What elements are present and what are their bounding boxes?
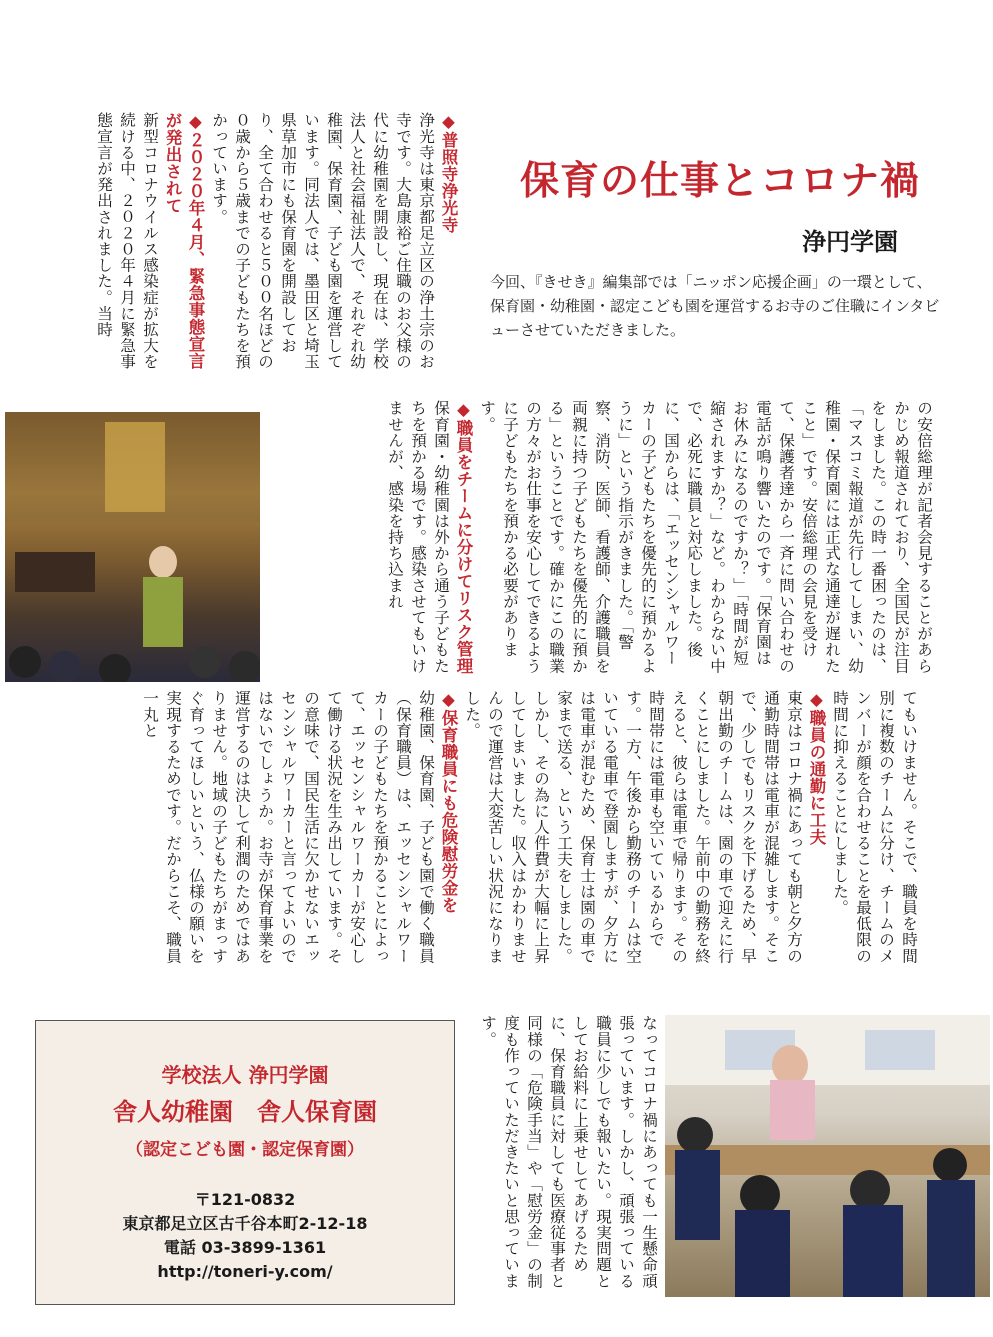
school-org-name: 学校法人 浄円学園 — [161, 1063, 329, 1087]
article-title: 保育の仕事とコロナ禍 — [520, 159, 921, 204]
column-closing — [470, 1015, 660, 1295]
column-middle — [265, 400, 935, 675]
section-body-closing: なってコロナ禍にあっても一生懸命頑張っています。しかし、頑張っている職員に少しでも報いたい。現実問題としてお給料に上乗せしてあげるために、保育職員に対しても医療従事者と同様の「危険手当」や「慰労金」の制度も作っていただきたいと思っています。 — [479, 1015, 658, 1289]
article-lead: 今回、『きせき』編集部では「ニッポン応援企画」の一環として、保育園・幼稚園・認定こども園を運営するお寺のご住職にインタビューさせていただきました。 — [490, 273, 940, 339]
section-body-commute: 東京はコロナ禍にあっても朝と夕方の通勤時間帯は電車が混雑します。そこで、少しでもリスクを下げるため、早朝出勤のチームは、園の車で迎えに行くことにしました。午前中の勤務を終えると、彼らは電車で帰ります。その時間帯には電車も空いているからです。一方、午後から勤務のチームは空いている電車で登園しますが、夕方には電車が混むため、保育士は園の車で家まで送る、という工夫をしました。しかし、その為に人件費が大幅に上昇してしまいました。収入はかわりませんので運営は大変苦しい状況になりました。 — [463, 690, 803, 964]
article-author: 浄円学園 — [802, 228, 898, 256]
section-body-temple: 浄光寺は東京都足立区の浄土宗のお寺です。大島康裕ご住職のお父様の代に幼稚園を開設し、現在は、学校法人と社会福祉法人で、それぞれ幼稚園、保育園、子ども園を運営しています。同法人では、墨田区と埼玉県草加市にも保育園を開設しており、全て合わせると５００名ほどの０歳から５歳までの子どもたちを預かっています。 — [210, 112, 435, 370]
section-body-teams-cont: てもいけません。そこで、職員を時間別に複数のチームに分け、チームのメンバーが顔を合わせることを最低限の時間に抑えることにしました。 — [831, 690, 918, 964]
section-body-teams: 保育園・幼稚園は外から通う子どもたちを預かる場です。感染させてもいけませんが、感染を持ち込まれ — [386, 400, 450, 674]
phone: 電話 03-3899-1361 — [163, 1238, 327, 1257]
section-heading-emergency: ◆２０２０年４月、緊急事態宣言が発出されて — [163, 112, 205, 370]
website-link[interactable]: http://toneri-y.com/ — [157, 1262, 333, 1281]
classroom-photo-illustration — [665, 1015, 990, 1297]
section-heading-teams: ◆職員をチームに分けてリスク管理 — [454, 400, 473, 675]
temple-photo — [5, 412, 260, 682]
school-type-note: （認定こども園・認定保育園） — [126, 1140, 364, 1160]
temple-photo-illustration — [5, 412, 260, 682]
school-names: 舎人幼稚園 舎人保育園 — [113, 1098, 377, 1126]
section-heading-hazard-pay: ◆保育職員にも危険慰労金を — [439, 690, 458, 914]
section-heading-temple: ◆普照寺浄光寺 — [439, 112, 458, 234]
postal-code: 〒121-0832 — [194, 1190, 296, 1209]
column-intro — [85, 112, 460, 382]
section-heading-commute: ◆職員の通勤に工夫 — [807, 690, 826, 846]
section-body-announcement: の安倍総理が記者会見することがあらかじめ報道されており、全国民が注目をしました。この時一番困ったのは、「マスコミ報道が先行してしまい、幼稚園・保育園には正式な通達が遅れたこと」です。安倍総理の会見を受けて、保護者達から一斉に問い合わせの電話が鳴り響いたのです。「保育園はお休みになるのですか？」「時間が短縮されますか？」など。わからない中で、必死に職員と対応しました。後に、国からは、「エッセンシャルワーカーの子どもたちを優先的に預かるように」という指示がきました。「警察、消防、医師、看護師、介護職員を両親に持つ子どもたちを優先的に預かる」ということです。確かにこの職業の方々がお仕事を安心してできるように子どもたちを預かる必要があります。 — [478, 400, 933, 674]
school-info-box — [35, 1020, 455, 1305]
address: 東京都足立区古千谷本町2-12-18 — [122, 1214, 368, 1233]
section-body-hazard-pay: 幼稚園、保育園、子ども園で働く職員（保育職員）は、エッセンシャルワーカーの子どもたちを預かることによって、エッセンシャルワーカーが安心して働ける状況を生み出しています。その意味で、国民生活に欠かせないエッセンシャルワーカーと言ってよいのではないでしょうか。お寺が保育事業を運営するのは決して利潤のためではありません。地域の子どもたちがまっすぐ育ってほしいという、仏様の願いを実現するためです。だからこそ、職員一丸と — [141, 690, 435, 964]
classroom-photo — [665, 1015, 990, 1297]
column-lower — [80, 690, 920, 965]
section-body-emergency: 新型コロナウイルス感染症が拡大を続ける中、２０２０年４月に緊急事態宣言が発出されました。当時 — [95, 112, 159, 370]
